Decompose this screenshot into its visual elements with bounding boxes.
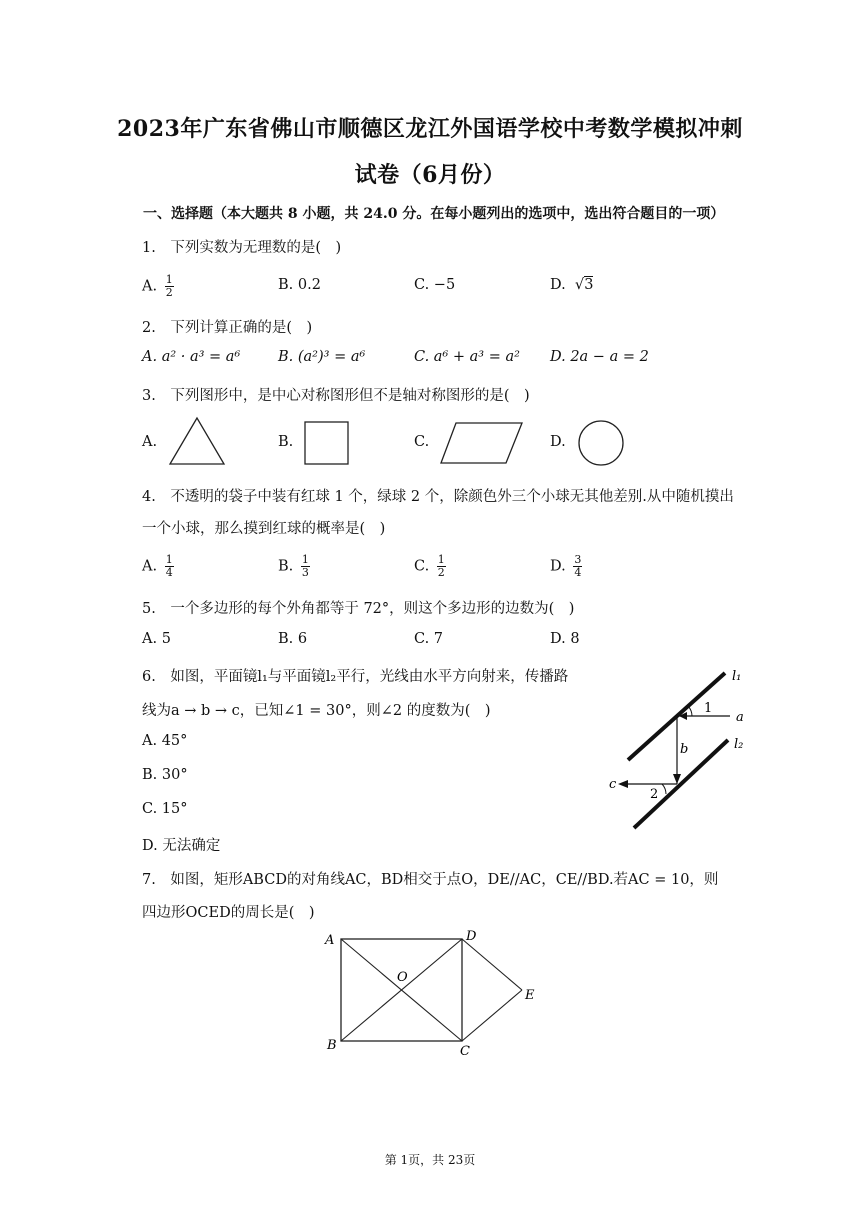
question-5-stem: 5. 一个多边形的每个外角都等于 72°，则这个多边形的边数为( ) [142, 601, 575, 617]
question-1-stem: 1. 下列实数为无理数的是( ) [142, 240, 342, 256]
q5-option-c: C. 7 [414, 631, 444, 647]
section-heading: 一、选择题（本大题共 8 小题，共 24.0 分。在每小题列出的选项中，选出符合题目的一项） [143, 206, 725, 222]
triangle-figure [168, 415, 226, 467]
q5-option-b: B. 6 [278, 631, 308, 647]
q5-option-a: A. 5 [142, 631, 171, 647]
question-7-stem-line2: 四边形OCED的周长是( ) [142, 905, 315, 921]
q4-option-b-fraction: $\frac{1}{3}$ [301, 553, 309, 579]
q4-option-d [550, 554, 582, 579]
q1-option-b: B. 0.2 [278, 277, 321, 293]
q6-option-d: D. 无法确定 [142, 838, 221, 854]
question-7-stem-line1: 7. 如图，矩形ABCD的对角线AC，BD相交于点O，DE//AC，CE//BD.若AC = 10，则 [142, 872, 719, 888]
q4-option-b [278, 554, 310, 579]
q1-option-a-label: A. [142, 278, 158, 295]
label-A: A [325, 933, 335, 948]
q4-option-d-label: D. [550, 558, 566, 575]
question-4-stem-line1: 4. 不透明的袋子中装有红球 1 个，绿球 2 个，除颜色外三个小球无其他差别.从中随机摸出 [142, 489, 734, 505]
q1-option-a-fraction: $\frac{1}{2}$ [165, 273, 173, 299]
segment-de [462, 939, 522, 990]
q4-option-a [142, 554, 174, 579]
q4-option-b-label: B. [278, 558, 294, 575]
page-footer: 第 1页，共 23页 [384, 1153, 476, 1167]
q3-option-d-label: D. [550, 434, 566, 450]
q4-option-c-fraction: $\frac{1}{2}$ [437, 553, 445, 579]
q1-option-d [550, 277, 593, 293]
label-l2: l₂ [734, 737, 744, 752]
sqrt-icon: √ [570, 277, 585, 293]
label-c: c [609, 777, 617, 792]
label-B: B [327, 1038, 337, 1053]
q1-option-d-radicand: 3 [584, 277, 594, 293]
q5-option-d: D. 8 [550, 631, 580, 647]
q6-option-b: B. 30° [142, 767, 188, 783]
parallelogram-figure [440, 421, 524, 465]
circle-figure [577, 419, 627, 469]
q1-option-a [142, 274, 174, 299]
segment-ce [462, 990, 522, 1041]
q4-option-c-label: C. [414, 558, 430, 575]
q2-option-a: A. a² · a³ = a⁶ [142, 349, 241, 365]
q1-option-d-label: D. [550, 277, 566, 293]
label-E: E [525, 988, 535, 1003]
q3-option-b-label: B. [278, 434, 294, 450]
question-6-stem-line2: 线为a → b → c，已知∠1 = 30°，则∠2 的度数为( ) [142, 703, 491, 719]
q6-option-c: C. 15° [142, 801, 188, 817]
label-a: a [736, 710, 744, 725]
label-angle-1: 1 [704, 701, 713, 716]
page-title-line2: 试卷（6月份） [354, 162, 506, 188]
q3-option-a-label: A. [142, 434, 158, 450]
question-4-stem-line2: 一个小球，那么摸到红球的概率是( ) [142, 521, 386, 537]
q2-option-d: D. 2a − a = 2 [550, 349, 649, 365]
question-2-stem: 2. 下列计算正确的是( ) [142, 320, 313, 336]
square-figure [304, 421, 350, 465]
q2-option-b: B. (a²)³ = a⁶ [278, 349, 366, 365]
mirror-diagram [600, 660, 770, 840]
label-b: b [680, 742, 689, 757]
q3-option-c-label: C. [414, 434, 430, 450]
question-6-stem-line1: 6. 如图，平面镜l₁与平面镜l₂平行，光线由水平方向射来，传播路 [142, 669, 569, 685]
label-C: C [460, 1044, 470, 1059]
rectangle-diagram [320, 925, 550, 1060]
label-O: O [397, 970, 408, 985]
q2-option-c: C. a⁶ + a³ = a² [414, 349, 520, 365]
label-D: D [466, 929, 477, 944]
q1-option-c: C. −5 [414, 277, 456, 293]
question-3-stem: 3. 下列图形中，是中心对称图形但不是轴对称图形的是( ) [142, 388, 530, 404]
label-angle-2: 2 [650, 787, 659, 802]
q4-option-c [414, 554, 446, 579]
q6-option-a: A. 45° [142, 733, 188, 749]
label-l1: l₁ [732, 669, 742, 684]
page-title-line1: 2023年广东省佛山市顺德区龙江外国语学校中考数学模拟冲刺 [117, 116, 743, 142]
q4-option-a-fraction: $\frac{1}{4}$ [165, 553, 173, 579]
q4-option-a-label: A. [142, 558, 158, 575]
q4-option-d-fraction: $\frac{3}{4}$ [574, 553, 582, 579]
